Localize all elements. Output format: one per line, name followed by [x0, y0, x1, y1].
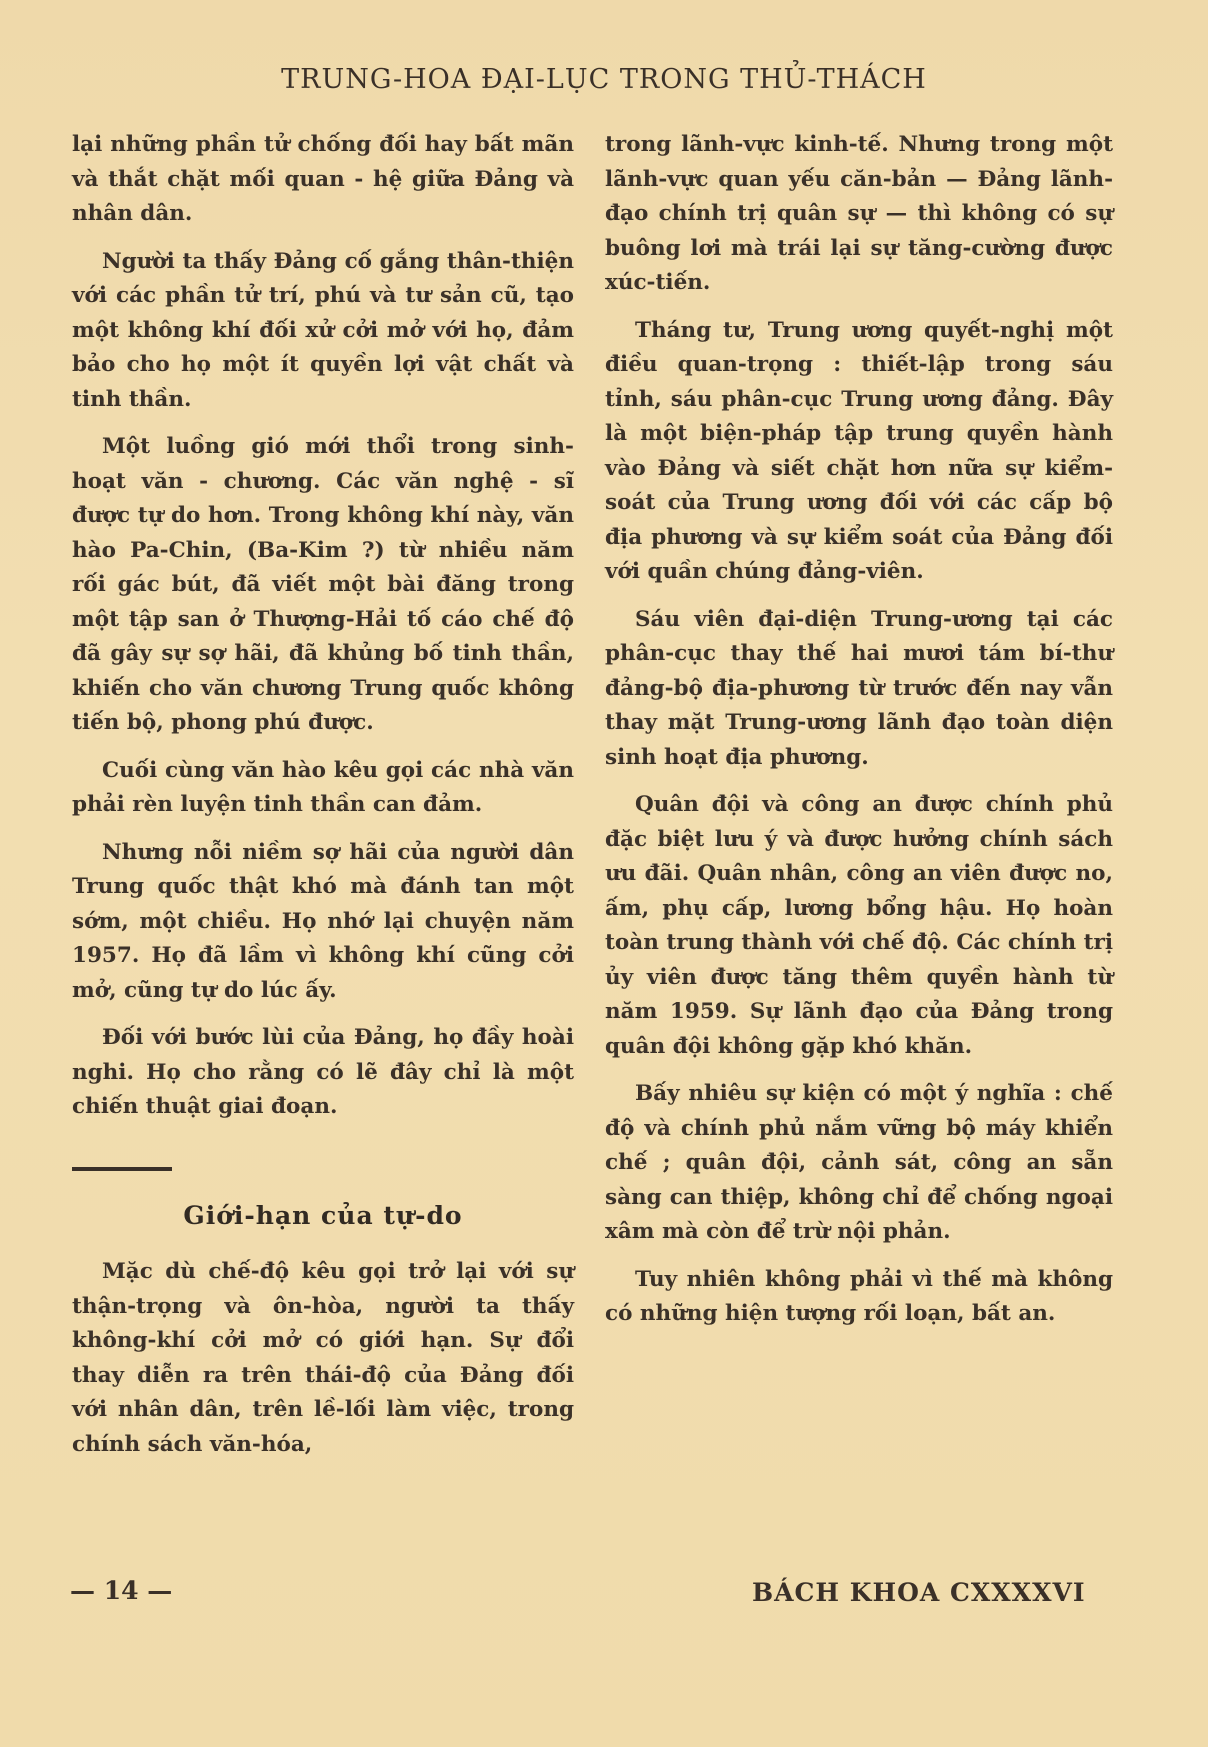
- paragraph: Nhưng nỗi niềm sợ hãi của người dân Trung quốc thật khó mà đánh tan một sớm, một chiều. Họ nhớ lại chuyện năm 1957. Họ đã lầm vì không khí cũng cởi mở, cũng tự do lúc ấy.: [72, 839, 574, 1003]
- paragraph: Tháng tư, Trung ương quyết-nghị một điều quan-trọng : thiết-lập trong sáu tỉnh, sáu phân-cục Trung ương đảng. Đây là một biện-pháp tập trung quyền hành vào Đảng và siết chặt hơn nữa sự kiểm-soát của Trung ương đối với các cấp bộ địa phương và sự kiểm soát của Đảng đối với quần chúng đảng-viên.: [605, 317, 1113, 584]
- paragraph: trong lãnh-vực kinh-tế. Nhưng trong một lãnh-vực quan yếu căn-bản — Đảng lãnh-đạo chính trị quân sự — thì không có sự buông lơi mà trái lại sự tăng-cường được xúc-tiến.: [605, 132, 1113, 295]
- running-header: TRUNG-HOA ĐẠI-LỤC TRONG THỦ-THÁCH: [281, 64, 927, 95]
- paragraph: Mặc dù chế-độ kêu gọi trở lại với sự thận-trọng và ôn-hòa, người ta thấy không-khí cởi mở có giới hạn. Sự đổi thay diễn ra trên thái-độ của Đảng đối với nhân dân, trên lề-lối làm việc, trong chính sách văn-hóa,: [72, 1259, 574, 1457]
- paragraph: Một luồng gió mới thổi trong sinh-hoạt văn - chương. Các văn nghệ - sĩ được tự do hơn. Trong không khí này, văn hào Pa-Chin, (Ba-Kim ?) từ nhiều năm rối gác bút, đã viết một bài đăng trong một tập san ở Thượng-Hải tố cáo chế độ đã gây sự sợ hãi, đã khủng bố tinh thần, khiến cho văn chương Trung quốc không tiến bộ, phong phú được.: [72, 434, 574, 735]
- paragraph: Bấy nhiêu sự kiện có một ý nghĩa : chế độ và chính phủ nắm vững bộ máy khiển chế ; quân đội, cảnh sát, công an sẵn sàng can thiệp, không chỉ để chống ngoại xâm mà còn để trừ nội phản.: [605, 1081, 1113, 1244]
- paragraph: Đối với bước lùi của Đảng, họ đầy hoài nghi. Họ cho rằng có lẽ đây chỉ là một chiến thuật giai đoạn.: [72, 1025, 574, 1119]
- paragraph: Cuối cùng văn hào kêu gọi các nhà văn phải rèn luyện tinh thần can đảm.: [72, 757, 574, 817]
- section-heading: Giới-hạn của tự-do: [183, 1200, 463, 1230]
- paragraph: Sáu viên đại-diện Trung-ương tại các phân-cục thay thế hai mươi tám bí-thư đảng-bộ địa-phương từ trước đến nay vẫn thay mặt Trung-ương lãnh đạo toàn diện sinh hoạt địa phương.: [605, 606, 1113, 770]
- paragraph: Quân đội và công an được chính phủ đặc biệt lưu ý và được hưởng chính sách ưu đãi. Quân nhân, công an viên được no, ấm, phụ cấp, lương bổng hậu. Họ hoàn toàn trung thành với chế độ. Các chính trị ủy viên được tăng thêm quyền hành từ năm 1959. Sự lãnh đạo của Đảng trong quân đội không gặp khó khăn.: [605, 792, 1114, 1059]
- paragraph: Tuy nhiên không phải vì thế mà không có những hiện tượng rối loạn, bất an.: [605, 1266, 1113, 1326]
- section-divider: [72, 1167, 172, 1171]
- right-column: [605, 128, 1113, 1345]
- left-column: [72, 128, 574, 1475]
- publication-footer: BÁCH KHOA CXXXXVI: [752, 1578, 1086, 1607]
- page-number: — 14 —: [70, 1576, 173, 1605]
- paragraph: Người ta thấy Đảng cố gắng thân-thiện với các phần tử trí, phú và tư sản cũ, tạo một không khí đối xử cởi mở với họ, đảm bảo cho họ một ít quyền lợi vật chất và tinh thần.: [72, 248, 574, 412]
- paragraph: lại những phần tử chống đối hay bất mãn và thắt chặt mối quan - hệ giữa Đảng và nhân dân.: [72, 132, 574, 226]
